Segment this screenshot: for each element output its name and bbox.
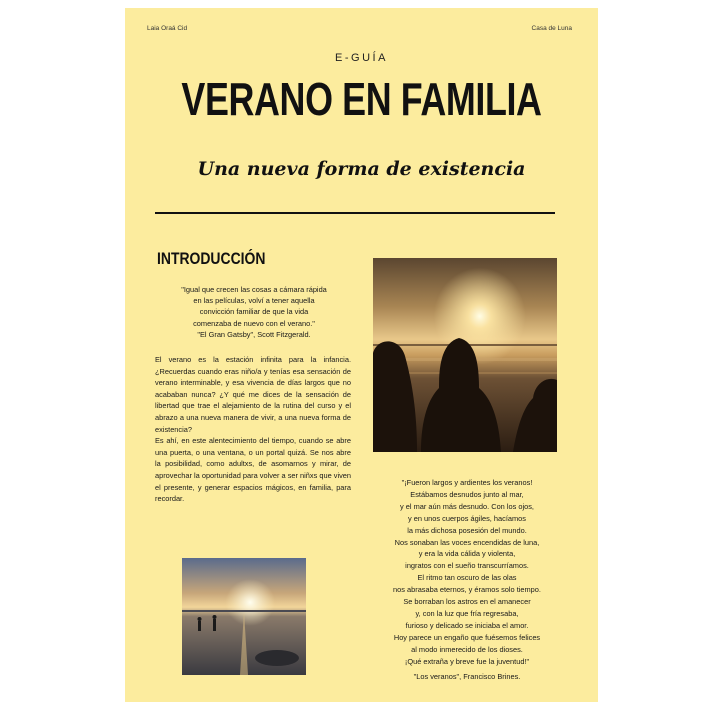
poem-line: y, con la luz que fría regresaba, xyxy=(415,608,519,618)
poem-line: Se borraban los astros en el amanecer xyxy=(403,597,531,607)
poem-line: la más dichosa posesión del mundo. xyxy=(407,525,527,535)
poem-line: Nos sonaban las voces encendidas de luna, xyxy=(394,537,540,547)
poem xyxy=(365,477,569,668)
author-name: Laia Oraá Cid xyxy=(147,25,188,32)
poem-line: El ritmo tan oscuro de las olas xyxy=(417,573,517,583)
poem-line: ¡Qué extraña y breve fue la juventud!" xyxy=(404,656,530,666)
poem-line: y el mar aún más desnudo. Con los ojos, xyxy=(400,501,534,511)
poem-line: Hoy parece un engaño que fuésemos felices xyxy=(393,632,541,642)
poem-line: ingratos con el sueño transcurríamos. xyxy=(405,561,529,571)
poem-line: y en unos cuerpos ágiles, hacíamos xyxy=(408,513,526,523)
quote-line: "Igual que crecen las cosas a cámara rápida xyxy=(181,285,327,294)
quote-line: en las películas, volví a tener aquella xyxy=(193,296,315,306)
poem-line: al modo inmerecido de los dioses. xyxy=(411,644,523,654)
quote-line: comenzaba de nuevo con el verano." xyxy=(193,318,315,328)
quote-line: convicción familiar de que la vida xyxy=(199,307,309,317)
divider-rule xyxy=(155,212,555,214)
publisher-name: Casa de Luna xyxy=(531,25,572,32)
poem-line: y era la vida cálida y violenta, xyxy=(418,549,516,559)
intro-body xyxy=(155,354,351,505)
guide-page xyxy=(125,8,598,702)
page-title: VERANO EN FAMILIA xyxy=(181,73,542,125)
page-subtitle: Una nueva forma de existencia xyxy=(197,158,526,180)
section-heading: INTRODUCCIÓN xyxy=(157,249,266,268)
poem-line: "¡Fueron largos y ardientes los veranos! xyxy=(401,478,533,487)
beach-sunset-photo xyxy=(182,558,306,675)
poem-attribution: "Los veranos", Francisco Brines. xyxy=(413,672,521,681)
body-paragraph: El verano es la estación infinita para la infancia. ¿Recuerdas cuando eras niño/a y tenías esa sensación de verano interminable, y esa vivencia de días largos que no acababan nunca? ¿Y qué me dices de la sensación de libertad que trae el alejamiento de la rutina del curso y el abrazo a una nueva manera de vivir, a una nueva forma de existencia? xyxy=(155,355,351,434)
intro-quote xyxy=(155,284,353,340)
poem-line: furioso y delicado se iniciaba el amor. xyxy=(405,620,529,630)
quote-attribution: "El Gran Gatsby", Scott Fitzgerald. xyxy=(197,329,311,339)
poem-line: nos abrasaba eternos, y éramos solo tiempo. xyxy=(393,585,541,595)
body-paragraph: Es ahí, en este alentecimiento del tiempo, cuando se abre una puerta, o una ventana, o un portal quizá. Se nos abre la posibilidad, como adultxs, de asomarnos y mirar, de aprovechar la oportunidad para volver a ser niñxs que viven el presente, y generar espacios mágicos, en familia, para recordar. xyxy=(155,436,351,504)
sunset-silhouettes-photo xyxy=(373,258,557,452)
eguia-label: E-GUÍA xyxy=(335,52,388,64)
poem-line: Estábamos desnudos junto al mar, xyxy=(410,489,524,499)
